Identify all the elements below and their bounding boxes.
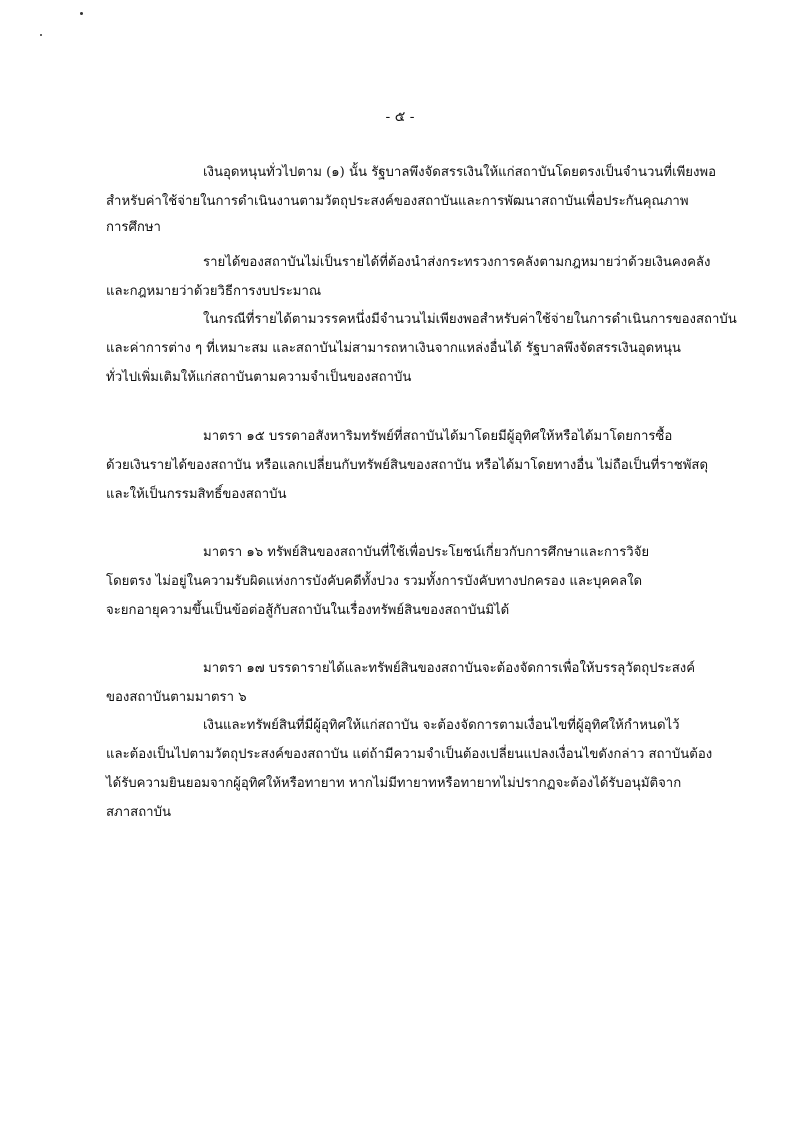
text-line: สภาสถาบัน bbox=[106, 805, 171, 820]
scan-speck bbox=[80, 12, 83, 15]
text-line: ทั่วไปเพิ่มเติมให้แก่สถาบันตามความจำเป็นของสถาบัน bbox=[106, 370, 412, 385]
text-line: และกฎหมายว่าด้วยวิธีการงบประมาณ bbox=[106, 284, 322, 299]
text-line: เงินและทรัพย์สินที่มีผู้อุทิศให้แก่สถาบัน จะต้องจัดการตามเงื่อนไขที่ผู้อุทิศให้กำหนดไว้ bbox=[203, 718, 680, 733]
scan-speck bbox=[40, 34, 42, 36]
text-line: ของสถาบันตามมาตรา ๖ bbox=[106, 690, 247, 705]
text-line: โดยตรง ไม่อยู่ในความรับผิดแห่งการบังคับคดีทั้งปวง รวมทั้งการบังคับทางปกครอง และบุคคลใด bbox=[106, 574, 643, 589]
text-line: การศึกษา bbox=[106, 220, 161, 235]
text-line: และต้องเป็นไปตามวัตถุประสงค์ของสถาบัน แต่ถ้ามีความจำเป็นต้องเปลี่ยนแปลงเงื่อนไขดังกล่าว สถาบันต้อง bbox=[106, 747, 713, 762]
text-line: จะยกอายุความขึ้นเป็นข้อต่อสู้กับสถาบันในเรื่องทรัพย์สินของสถาบันมิได้ bbox=[106, 603, 510, 618]
text-line: รายได้ของสถาบันไม่เป็นรายได้ที่ต้องนำส่งกระทรวงการคลังตามกฎหมายว่าด้วยเงินคงคลัง bbox=[203, 255, 711, 270]
text-line: มาตรา ๑๗ บรรดารายได้และทรัพย์สินของสถาบันจะต้องจัดการเพื่อให้บรรลุวัตถุประสงค์ bbox=[203, 661, 696, 676]
text-line: เงินอุดหนุนทั่วไปตาม (๑) นั้น รัฐบาลพึงจัดสรรเงินให้แก่สถาบันโดยตรงเป็นจำนวนที่เพียงพอ bbox=[203, 165, 717, 180]
text-line: ด้วยเงินรายได้ของสถาบัน หรือแลกเปลี่ยนกับทรัพย์สินของสถาบัน หรือได้มาโดยทางอื่น ไม่ถือเป็นที่ราชพัสดุ bbox=[106, 458, 709, 473]
text-line: ในกรณีที่รายได้ตามวรรคหนึ่งมีจำนวนไม่เพียงพอสำหรับค่าใช้จ่ายในการดำเนินการของสถาบัน bbox=[203, 312, 737, 327]
page-number: - ๕ - bbox=[385, 109, 415, 125]
text-line: และค่าการต่าง ๆ ที่เหมาะสม และสถาบันไม่สามารถหาเงินจากแหล่งอื่นได้ รัฐบาลพึงจัดสรรเงินอุดหนุน bbox=[106, 341, 681, 356]
text-line: และให้เป็นกรรมสิทธิ์ของสถาบัน bbox=[106, 487, 287, 502]
text-line: มาตรา ๑๖ ทรัพย์สินของสถาบันที่ใช้เพื่อประโยชน์เกี่ยวกับการศึกษาและการวิจัย bbox=[203, 545, 650, 560]
text-line: สำหรับค่าใช้จ่ายในการดำเนินงานตามวัตถุประสงค์ของสถาบันและการพัฒนาสถาบันเพื่อประกันคุณภาพ bbox=[106, 194, 689, 209]
text-line: ได้รับความยินยอมจากผู้อุทิศให้หรือทายาท หากไม่มีทายาทหรือทายาทไม่ปรากฏจะต้องได้รับอนุมัติจาก bbox=[106, 776, 682, 791]
text-line: มาตรา ๑๕ บรรดาอสังหาริมทรัพย์ที่สถาบันได้มาโดยมีผู้อุทิศให้หรือได้มาโดยการซื้อ bbox=[203, 429, 673, 444]
